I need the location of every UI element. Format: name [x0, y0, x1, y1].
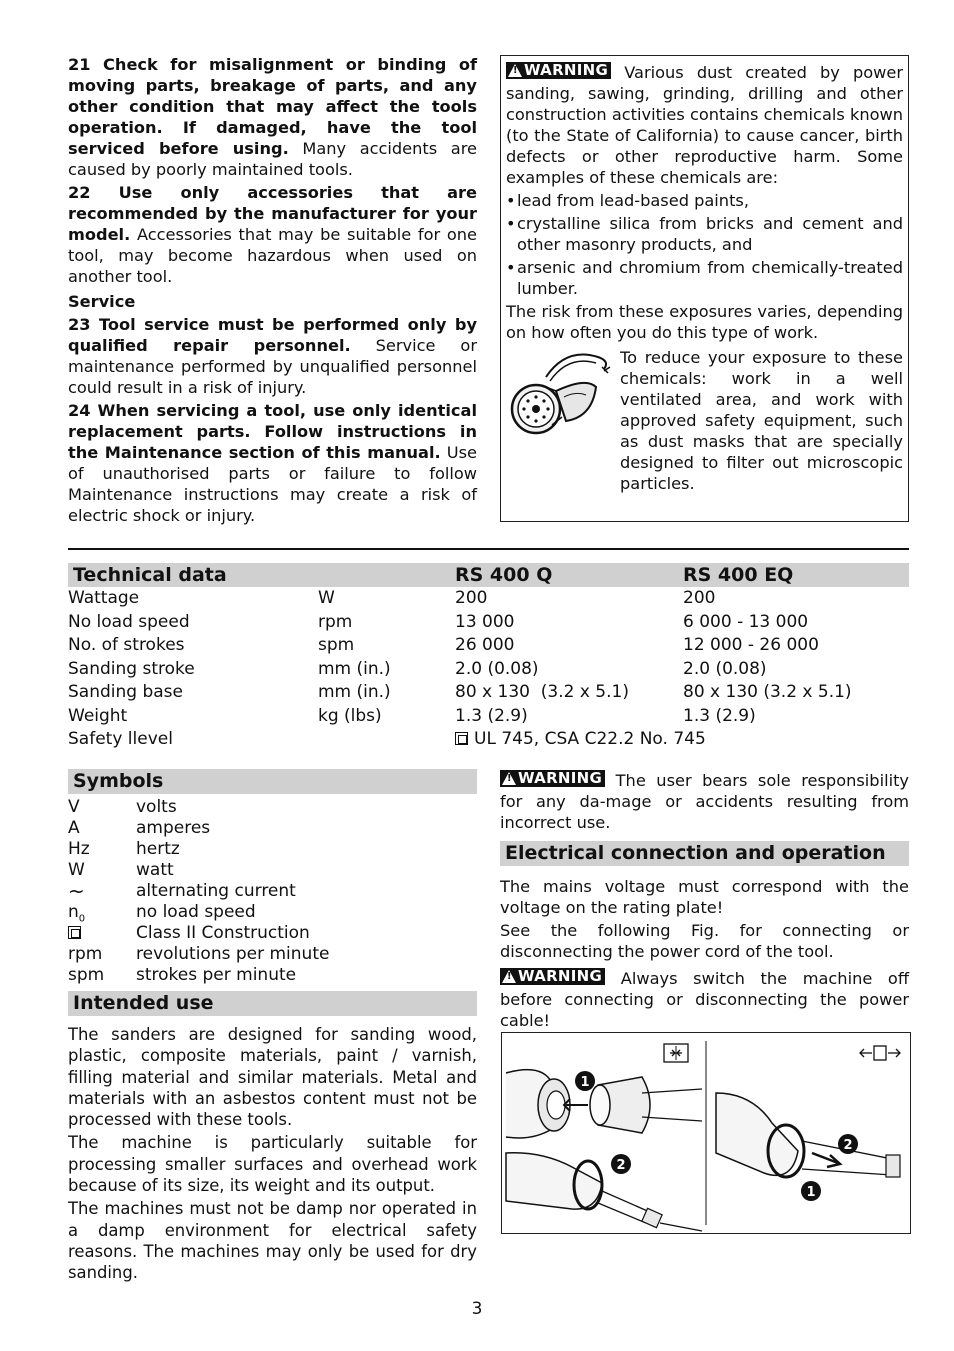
list-item — [68, 818, 477, 839]
table-row — [68, 728, 909, 752]
list-item — [68, 923, 477, 944]
power-cord-illustration — [502, 1033, 910, 1233]
row-value-eq: 1.3 (2.9) — [683, 705, 756, 726]
row-value-q: 1.3 (2.9) — [455, 705, 528, 726]
safety-instructions-column — [68, 54, 477, 528]
warning-badge — [500, 770, 605, 787]
instruction-24 — [68, 400, 477, 526]
row-value-q: 80 x 130 (3.2 x 5.1) — [455, 682, 629, 702]
symbol: V — [68, 797, 80, 817]
symbol-main: n — [68, 902, 79, 922]
step-marker-1-label: 1 — [806, 1185, 816, 1200]
connector-illustration — [506, 1070, 702, 1138]
symbol: spm — [68, 965, 105, 985]
class-ii-icon — [68, 926, 81, 939]
instruction-22-text: Accessories that may be suitable for one tool, may become hazardous when used on another tool. — [68, 225, 477, 286]
list-item: • lead from lead-based paints, — [506, 190, 903, 211]
symbol: A — [68, 818, 80, 838]
step-marker-1-label: 1 — [580, 1075, 590, 1090]
responsibility-warning-text: The user bears sole responsibility for any da-mage or accidents resulting from incorrect use. — [500, 771, 909, 832]
row-unit: spm — [318, 635, 355, 655]
header-spacer — [318, 563, 455, 587]
safety-level-label: Safety llevel — [68, 729, 173, 749]
row-value-eq: 12 000 - 26 000 — [683, 635, 819, 655]
symbol-description: volts — [136, 797, 177, 817]
warning-badge — [506, 62, 611, 79]
column-rs400q: RS 400 Q — [455, 564, 553, 586]
intended-use-p2: The machine is particularly suitable for processing smaller surfaces and overhead work because of its size, its weight and its output. — [68, 1133, 477, 1196]
instruction-21-text: Many accidents are caused by poorly maintained tools. — [68, 139, 477, 179]
row-value-q: 13 000 — [455, 611, 515, 632]
intended-use-section — [68, 991, 477, 1284]
technical-data-header — [68, 563, 909, 587]
row-unit: mm (in.) — [318, 658, 391, 679]
connect-icon — [664, 1044, 688, 1062]
symbols-title: Symbols — [68, 769, 477, 794]
warning-triangle-icon — [502, 970, 516, 983]
switch-off-warning-text: Always switch the machine off before connecting or disconnecting the power cable! — [500, 969, 909, 1030]
dust-warning-box — [500, 55, 909, 522]
row-value-eq: 6 000 - 13 000 — [683, 611, 809, 632]
list-item: • crystalline silica from bricks and cement and other masonry products, and — [506, 213, 903, 255]
section-divider — [68, 548, 909, 550]
chemical-list — [506, 190, 903, 299]
row-unit: rpm — [318, 611, 353, 632]
symbol: ~ — [68, 879, 85, 903]
symbol: rpm — [68, 944, 103, 964]
row-label: Sanding base — [68, 682, 183, 702]
plug-rotate-illustration — [506, 1153, 702, 1231]
electrical-p1: The mains voltage must correspond with the voltage on the rating plate! — [500, 877, 909, 917]
instruction-23-text: Service or maintenance performed by unqualified personnel could result in a risk of injury. — [68, 336, 477, 397]
row-label: No load speed — [68, 611, 190, 632]
symbol-description: no load speed — [136, 902, 256, 922]
warning-triangle-icon — [508, 64, 522, 77]
row-unit: W — [318, 588, 335, 608]
row-unit: kg (lbs) — [318, 705, 382, 726]
table-row — [68, 611, 909, 635]
symbol-description: Class II Construction — [136, 923, 310, 943]
responsibility-warning — [500, 770, 909, 833]
dust-warning-intro — [506, 62, 903, 188]
risk-text: The risk from these exposures varies, depending on how often you do this type of work. — [506, 302, 903, 342]
instruction-24-bold: 24 When servicing a tool, use only identical replacement parts. Follow instructions in the Maintenance section of this manual. — [68, 401, 477, 462]
symbol: Hz — [68, 839, 90, 859]
step-marker-2-label: 2 — [843, 1138, 853, 1153]
warning-badge-label: WARNING — [518, 769, 603, 787]
dust-warning-text: Various dust created by power sanding, sawing, grinding, drilling and other construction activities contains chemicals known (to the State of California) to cause cancer, birth defects or other reproductive harm. Some examples of these chemicals are: — [506, 63, 903, 187]
row-label: Wattage — [68, 588, 140, 608]
instruction-21 — [68, 54, 477, 180]
instruction-22-bold: 22 Use only accessories that are recommended by the manufacturer for your model. — [68, 183, 477, 244]
switch-off-warning — [500, 968, 909, 1031]
instruction-24-text: Use of unauthorised parts or failure to follow Maintenance instructions may create a risk of electric shock or injury. — [68, 443, 477, 525]
alternating-current-icon — [68, 881, 136, 902]
row-unit — [318, 728, 455, 752]
disconnect-icon — [860, 1046, 900, 1060]
mask-row — [506, 347, 903, 494]
list-item — [68, 965, 477, 986]
row-label: No. of strokes — [68, 635, 185, 655]
row-label: Weight — [68, 705, 128, 726]
warning-triangle-icon — [502, 772, 516, 785]
symbols-section — [68, 769, 477, 986]
list-item — [68, 902, 477, 923]
reduce-exposure-text: To reduce your exposure to these chemicals: work in a well ventilated area, and work with approved safety equipment, such as dust masks that are specially designed to filter out microscopic particles. — [620, 348, 903, 493]
power-cord-figure — [501, 1032, 911, 1234]
electrical-section — [500, 770, 909, 1033]
service-heading: Service — [68, 292, 136, 311]
instruction-23-bold: 23 Tool service must be performed only by qualified repair personnel. — [68, 315, 477, 355]
safety-level-value — [455, 728, 909, 752]
symbol: W — [68, 860, 85, 880]
step-marker-1 — [575, 1071, 595, 1091]
safety-level-text: UL 745, CSA C22.2 No. 745 — [474, 729, 706, 749]
symbol-description: alternating current — [136, 881, 296, 901]
intended-use-title: Intended use — [68, 991, 477, 1016]
symbol — [68, 923, 136, 944]
list-item — [68, 797, 477, 818]
symbol-description: watt — [136, 860, 174, 880]
row-value-eq: 80 x 130 (3.2 x 5.1) — [683, 682, 852, 702]
electrical-p2: See the following Fig. for connecting or disconnecting the power cord of the tool. — [500, 921, 909, 961]
step-marker-2 — [611, 1154, 631, 1174]
symbols-list — [68, 797, 477, 986]
warning-badge — [500, 968, 605, 985]
symbol-description: hertz — [136, 839, 180, 859]
table-row — [68, 705, 909, 729]
step-marker-1 — [801, 1181, 821, 1201]
row-value-q: 26 000 — [455, 635, 515, 655]
instruction-23 — [68, 314, 477, 398]
column-rs400eq: RS 400 EQ — [683, 564, 794, 586]
symbol-description: revolutions per minute — [136, 944, 330, 964]
step-marker-2 — [838, 1134, 858, 1154]
symbol-description: amperes — [136, 818, 211, 838]
list-item: • arsenic and chromium from chemically-treated lumber. — [506, 257, 903, 299]
class-ii-icon — [455, 732, 468, 745]
row-value-q: 200 — [455, 588, 488, 608]
table-row — [68, 681, 909, 705]
plug-remove-illustration — [716, 1093, 900, 1177]
intended-use-p1: The sanders are designed for sanding wood, plastic, composite materials, paint / varnish, filling material and similar materials. Metal and materials with an asbestos content must not be processed with these tools. — [68, 1025, 477, 1130]
symbol — [68, 902, 136, 923]
row-label: Sanding stroke — [68, 658, 195, 679]
row-unit: mm (in.) — [318, 682, 391, 702]
row-value-eq: 200 — [683, 588, 716, 608]
technical-data-title: Technical data — [73, 564, 227, 586]
instruction-21-bold: 21 Check for misalignment or binding of moving parts, breakage of parts, and any other condition that may affect the tools operation. If damaged, have the tool serviced before using. — [68, 55, 477, 158]
table-row — [68, 587, 909, 611]
symbol-description: strokes per minute — [136, 965, 297, 985]
symbol-subscript: 0 — [78, 913, 86, 925]
warning-badge-label: WARNING — [524, 61, 609, 79]
step-marker-2-label: 2 — [616, 1158, 626, 1173]
dust-mask-icon — [506, 347, 614, 451]
list-item — [68, 881, 477, 902]
row-value-eq: 2.0 (0.08) — [683, 658, 767, 679]
page-number: 3 — [471, 1299, 483, 1319]
technical-data-table — [68, 563, 909, 752]
warning-badge-label: WARNING — [518, 967, 603, 985]
electrical-title: Electrical connection and operation — [500, 841, 909, 866]
list-item — [68, 860, 477, 881]
list-item — [68, 944, 477, 965]
row-value-q: 2.0 (0.08) — [455, 658, 539, 679]
list-item — [68, 839, 477, 860]
table-row — [68, 658, 909, 682]
instruction-22 — [68, 182, 477, 287]
table-row — [68, 634, 909, 658]
intended-use-p3: The machines must not be damp nor operated in a damp environment for electrical safety reasons. The machines may only be used for dry sanding. — [68, 1199, 477, 1283]
